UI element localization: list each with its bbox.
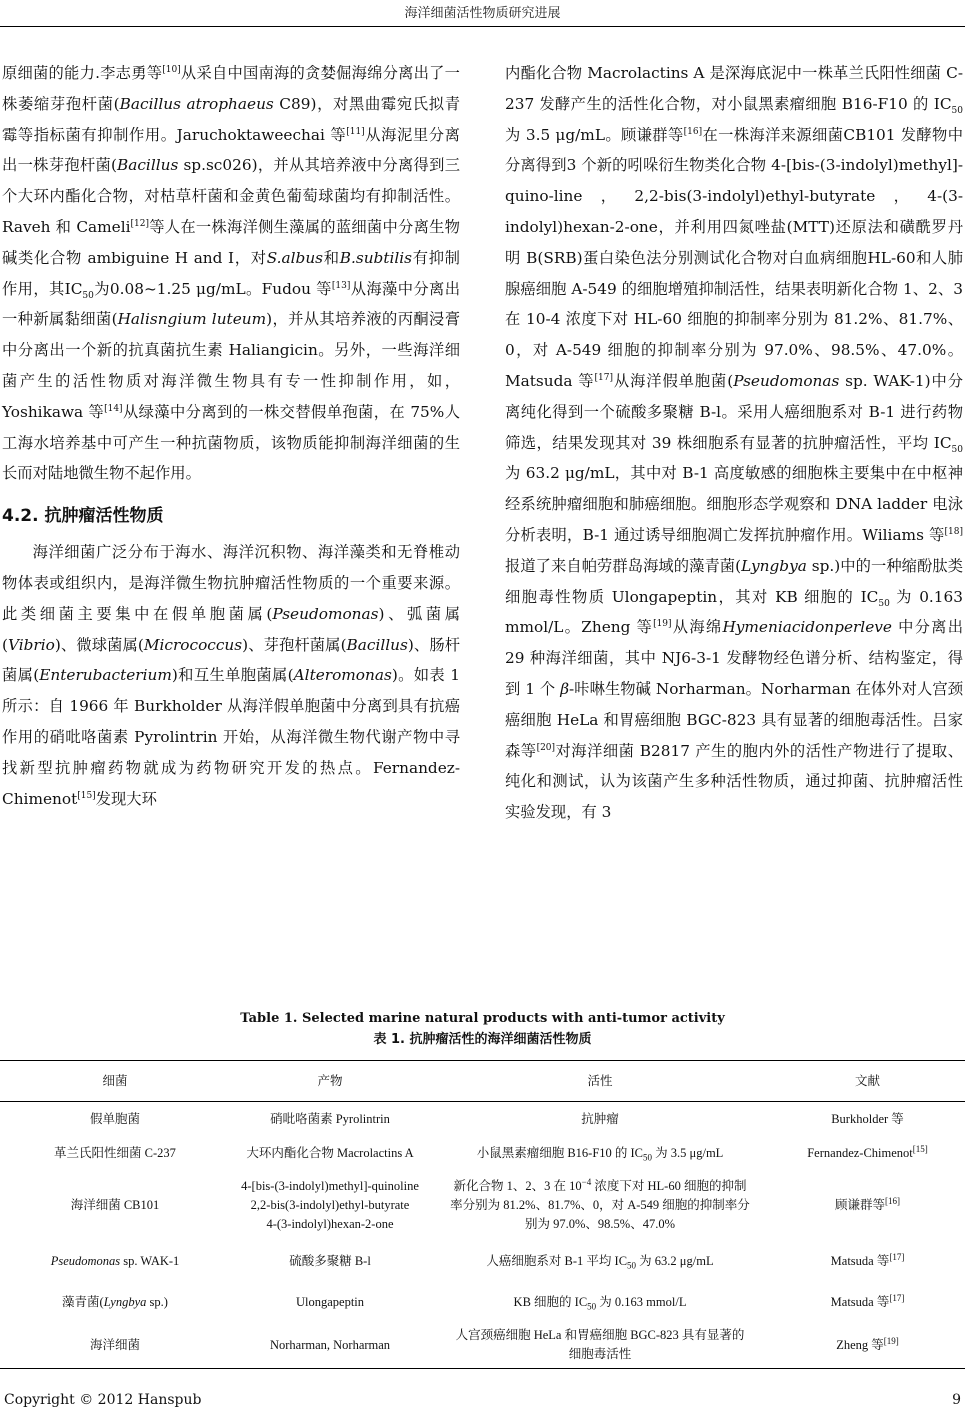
cell-bacteria: Pseudomonas sp. WAK-1 xyxy=(50,1253,180,1268)
column-header: 产物 xyxy=(230,1061,430,1102)
cell-bacteria: 革兰氏阳性细菌 C-237 xyxy=(54,1145,176,1160)
cell-bacteria: 假单胞菌 xyxy=(89,1111,140,1126)
cell-activity: KB 细胞的 $IC_{50}$ 为 0.163 mmol/L xyxy=(513,1294,687,1311)
cell-bacteria: 海洋细菌 xyxy=(0,1322,230,1369)
cell-reference: Fernandez-Chimenot[15] xyxy=(807,1143,928,1160)
cell-product: Ulongapeptin xyxy=(295,1294,365,1309)
citation-ref: [15] xyxy=(77,790,96,801)
citation-ref: [14] xyxy=(104,403,123,414)
citation-ref: [10] xyxy=(162,64,181,75)
citation-ref: [20] xyxy=(536,742,556,753)
citation-ref: [11] xyxy=(346,126,365,137)
cell-activity: 人癌细胞系对 B-1 平均 $IC_{50}$ 为 63.2 μg/mL xyxy=(486,1253,714,1270)
cell-reference: Zheng 等[19] xyxy=(770,1322,965,1369)
paragraph-antitumor: 海洋细菌广泛分布于海水、海洋沉积物、海洋藻类和无脊椎动物体表或组织内，是海洋微生物抗肿瘤活性物质的一个重要来源。此类细菌主要集中在假单胞菌属(Pseudomonas)、弧菌属(Vibrio)、微球菌属(Micrococcus)、芽孢杆菌属(Bacillus)、肠杆菌属(Enterubacterium)和互生单胞菌属(Alteromonas)。如表 1 所示：自 1966 年 Burkholder 从海洋假单胞菌中分离到具有抗癌作用的硝吡咯菌素 Pyrolintrin 开始，从海洋微生物代谢产物中寻找新型抗肿瘤药物就成为药物研究开发的热点。Fernandez-Chimenot[15]发现大环 xyxy=(2,543,461,808)
page-number: 9 xyxy=(952,1392,961,1408)
citation-ref: [13] xyxy=(331,280,351,291)
table-row xyxy=(0,1322,965,1369)
data-table xyxy=(0,1060,965,1369)
header-divider xyxy=(0,26,965,27)
table-row xyxy=(0,1282,965,1322)
running-header: 海洋细菌活性物质研究进展 xyxy=(404,6,561,21)
cell-reference: 顾谦群等[16] xyxy=(834,1195,900,1212)
cell-product: Norharman, Norharman xyxy=(230,1322,430,1369)
citation-ref: [19] xyxy=(653,619,672,630)
paragraph-antimicrobial: 原细菌的能力.李志勇等[10]从采自中国南海的贪婪倔海绵分离出了一株萎缩芽孢杆菌(Bacillus atrophaeus C89)，对黑曲霉宛氏拟青霉等指标菌有抑制作用。Jaruchoktaweechai 等[11]从海泥里分离出一株芽孢杆菌(Bacillus sp.sc026)，并从其培养液中分离得到三个大环内酯化合物，对枯草杆菌和金黄色葡萄球菌均有抑制活性。Raveh 和 Cameli[12]等人在一株海洋侧生藻属的蓝细菌中分离生物碱类化合物 ambiguine H and I，对S.albus和B.subtilis有抑制作用，其$IC_{50}$为0.08~1.25 μg/mL。Fudou 等[13]从海藻中分离出一种新属黏细菌(Halisngium luteum)，并从其培养液的丙酮浸膏中分离出一个新的抗真菌抗生素 Haliangicin。另外，一些海洋细菌产生的活性物质对海洋微生物具有专一性抑制作用，如，Yoshikawa 等[14]从绿藻中分离到的一株交替假单孢菌，在 75%人工海水培养基中可产生一种抗菌物质，该物质能抑制海洋细菌的生长而对陆地微生物不起作用。 xyxy=(2,64,461,483)
cell-product: 4-[bis-(3-indolyl)methyl]-quinoline 2,2-bis(3-indolyl)ethyl-butyrate 4-(3-indolyl)hexan-2-one xyxy=(241,1178,419,1231)
cell-bacteria: 海洋细菌 CB101 xyxy=(70,1197,160,1212)
cell-product: 硝吡咯菌素 Pyrolintrin xyxy=(270,1111,390,1126)
column-header: 细菌 xyxy=(0,1061,230,1102)
cell-reference: Matsuda 等[17] xyxy=(830,1292,905,1309)
right-column xyxy=(505,58,963,828)
table-row xyxy=(0,1240,965,1282)
table-header-row xyxy=(0,1061,965,1102)
cell-bacteria: 藻青菌(Lyngbya sp.) xyxy=(62,1294,168,1309)
table-row xyxy=(0,1170,965,1240)
left-column xyxy=(2,58,460,814)
table-caption-cn: 表 1. 抗肿瘤活性的海洋细菌活性物质 xyxy=(373,1032,592,1047)
paragraph-continued: 内酯化合物 Macrolactins A 是深海底泥中一株革兰氏阳性细菌 C-237 发酵产生的活性化合物，对小鼠黑素瘤细胞 B16-F10 的 $IC_{50}$为 3.5 μg/mL。顾谦群等[16]在一株海洋来源细菌CB101 发酵物中分离得到3 个新的吲哚衍生物类化合物 4-[bis-(3-indolyl)methyl]-quino-line，2,2-bis(3-indolyl)ethyl-butyrate，4-(3-indolyl)hexan-2-one，并利用四氮唑盐(MTT)还原法和磺酰罗丹明 B(SRB)蛋白染色法分别测试化合物对白血病细胞HL-60和人肺腺癌细胞 A-549 的细胞增殖抑制活性，结果表明新化合物 1、2、3 在 10-4 浓度下对 HL-60 细胞的抑制率分别为 81.2%、81.7%、0，对 A-549 细胞的抑制率分别为 97.0%、98.5%、47.0%。Matsuda 等[17]从海洋假单胞菌(Pseudomonas sp. WAK-1)中分离纯化得到一个硫酸多聚糖 B-l。采用人癌细胞系对 B-1 进行药物筛选，结果发现其对 39 株细胞系有显著的抗肿瘤活性，平均 $IC_{50}$为 63.2 μg/mL，其中对 B-1 高度敏感的细胞株主要集中在中枢神经系统肿瘤细胞和肺癌细胞。细胞形态学观察和 DNA ladder 电泳分析表明，B-1 通过诱导细胞凋亡发挥抗肿瘤作用。Wiliams 等[18]报道了来自帕劳群岛海域的藻青菌(Lyngbya sp.)中的一种缩酚肽类细胞毒性物质 Ulongapeptin，其对 KB 细胞的 $IC_{50}$ 为 0.163 mmol/L。Zheng 等[19]从海绵Hymeniacidonperleve 中分离出 29 种海洋细菌，其中 NJ6-3-1 发酵物经色谱分析、结构鉴定，得到 1 个 β-咔啉生物碱 Norharman。Norharman 在体外对人宫颈癌细胞 HeLa 和胃癌细胞 BGC-823 具有显著的细胞毒活性。吕家森等[20]对海洋细菌 B2817 产生的胞内外的活性产物进行了提取、纯化和测试，认为该菌产生多种活性物质，通过抑菌、抗肿瘤活性实验发现，有 3 xyxy=(505,64,963,822)
cell-product: 硫酸多聚糖 B-l xyxy=(289,1253,371,1268)
cell-reference: Matsuda 等[17] xyxy=(830,1251,905,1268)
column-header: 活性 xyxy=(430,1061,770,1102)
cell-activity: 人宫颈癌细胞 HeLa 和胃癌细胞 BGC-823 具有显著的细胞毒活性 xyxy=(430,1322,770,1369)
footer-copyright: Copyright © 2012 Hanspub xyxy=(4,1392,202,1408)
citation-ref: [18] xyxy=(944,526,963,537)
citation-ref: [17] xyxy=(594,372,613,383)
table-row xyxy=(0,1102,965,1137)
cell-activity: 新化合物 1、2、3 在 $10^{-4}$ 浓度下对 HL-60 细胞的抑制率分别为 81.2%、81.7%、0，对 A-549 细胞的抑制率分别为 97.0%、98.5%、47.0% xyxy=(450,1176,750,1231)
table-caption-en: Table 1. Selected marine natural products with anti-tumor activity xyxy=(240,1011,725,1026)
table-row xyxy=(0,1136,965,1170)
cell-activity: 小鼠黑素瘤细胞 B16-F10 的 $IC_{50}$ 为 3.5 μg/mL xyxy=(476,1145,724,1162)
citation-ref: [16] xyxy=(683,126,703,137)
section-heading: 4.2. 抗肿瘤活性物质 xyxy=(2,506,164,527)
cell-activity: 抗肿瘤 xyxy=(581,1111,619,1126)
cell-reference: Burkholder 等 xyxy=(831,1111,904,1126)
cell-product: 大环内酯化合物 Macrolactins A xyxy=(246,1145,414,1160)
column-header: 文献 xyxy=(770,1061,965,1102)
citation-ref: [12] xyxy=(130,218,149,229)
table-caption xyxy=(0,1008,965,1050)
